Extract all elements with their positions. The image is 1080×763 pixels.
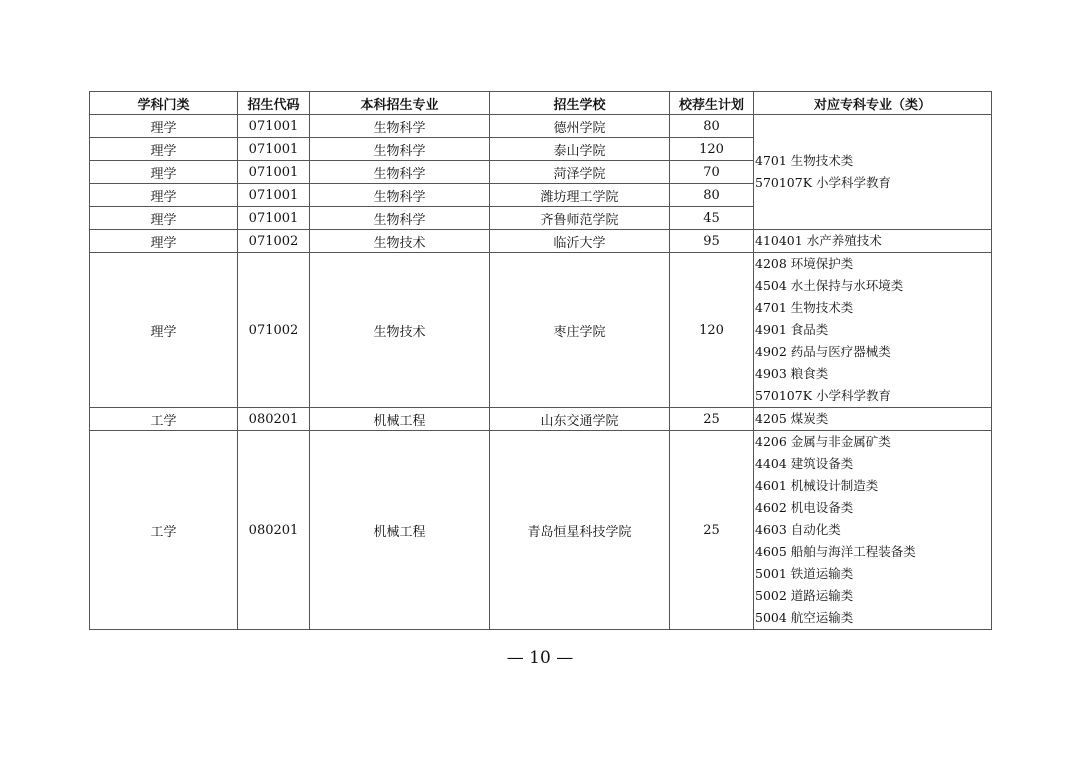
cell-plan: 80 (670, 184, 754, 207)
specialty-item: 4208 环境保护类 (755, 256, 854, 271)
cell-major: 机械工程 (310, 408, 490, 431)
cell-major: 生物科学 (310, 115, 490, 138)
specialty-item: 570107K 小学科学教育 (755, 175, 892, 190)
specialty-item: 410401 水产养殖技术 (755, 233, 882, 248)
cell-specialty (754, 253, 992, 408)
cell-plan: 120 (670, 253, 754, 408)
cell-school: 泰山学院 (490, 138, 670, 161)
specialty-item: 4601 机械设计制造类 (755, 478, 879, 493)
cell-school: 青岛恒星科技学院 (490, 431, 670, 630)
cell-plan: 120 (670, 138, 754, 161)
page-number: — 10 — (506, 648, 574, 668)
cell-category: 理学 (90, 207, 238, 230)
cell-school: 潍坊理工学院 (490, 184, 670, 207)
cell-code: 071001 (238, 207, 310, 230)
specialty-item: 570107K 小学科学教育 (755, 388, 892, 403)
cell-category: 理学 (90, 253, 238, 408)
cell-school: 德州学院 (490, 115, 670, 138)
table-row (90, 115, 992, 138)
cell-code: 080201 (238, 408, 310, 431)
cell-code: 071001 (238, 161, 310, 184)
table-row (90, 431, 992, 630)
specialty-item: 4901 食品类 (755, 322, 829, 337)
cell-code: 080201 (238, 431, 310, 630)
table-row (90, 253, 992, 408)
header-code: 招生代码 (238, 92, 310, 115)
cell-category: 工学 (90, 431, 238, 630)
cell-category: 理学 (90, 115, 238, 138)
cell-code: 071001 (238, 115, 310, 138)
header-plan: 校荐生计划 (670, 92, 754, 115)
cell-category: 理学 (90, 161, 238, 184)
table-row (90, 230, 992, 253)
specialty-item: 4602 机电设备类 (755, 500, 854, 515)
cell-major: 生物科学 (310, 138, 490, 161)
cell-school: 菏泽学院 (490, 161, 670, 184)
cell-major: 生物技术 (310, 230, 490, 253)
cell-plan: 25 (670, 431, 754, 630)
specialty-item: 4902 药品与医疗器械类 (755, 344, 891, 359)
cell-major: 生物科学 (310, 184, 490, 207)
cell-plan: 25 (670, 408, 754, 431)
cell-major: 生物科学 (310, 161, 490, 184)
cell-plan: 95 (670, 230, 754, 253)
specialty-item: 4404 建筑设备类 (755, 456, 854, 471)
specialty-item: 4701 生物技术类 (755, 300, 854, 315)
specialty-item: 5004 航空运输类 (755, 610, 854, 625)
cell-major: 生物科学 (310, 207, 490, 230)
cell-major: 机械工程 (310, 431, 490, 630)
cell-category: 工学 (90, 408, 238, 431)
cell-plan: 70 (670, 161, 754, 184)
cell-category: 理学 (90, 184, 238, 207)
cell-code: 071001 (238, 138, 310, 161)
specialty-item: 4603 自动化类 (755, 522, 841, 537)
specialty-item: 5002 道路运输类 (755, 588, 854, 603)
specialty-item: 4205 煤炭类 (755, 411, 829, 426)
header-category: 学科门类 (90, 92, 238, 115)
cell-code: 071002 (238, 253, 310, 408)
specialty-item: 5001 铁道运输类 (755, 566, 854, 581)
cell-code: 071002 (238, 230, 310, 253)
cell-school: 山东交通学院 (490, 408, 670, 431)
cell-specialty (754, 230, 992, 253)
specialty-item: 4903 粮食类 (755, 366, 829, 381)
cell-plan: 80 (670, 115, 754, 138)
cell-plan: 45 (670, 207, 754, 230)
admission-table (89, 91, 992, 630)
cell-school: 枣庄学院 (490, 253, 670, 408)
table-header-row (90, 92, 992, 115)
specialty-item: 4504 水土保持与水环境类 (755, 278, 904, 293)
cell-major: 生物技术 (310, 253, 490, 408)
specialty-item: 4701 生物技术类 (755, 153, 854, 168)
header-school: 招生学校 (490, 92, 670, 115)
cell-school: 临沂大学 (490, 230, 670, 253)
cell-specialty-group (754, 115, 992, 230)
cell-specialty (754, 408, 992, 431)
specialty-item: 4206 金属与非金属矿类 (755, 434, 891, 449)
cell-category: 理学 (90, 138, 238, 161)
cell-school: 齐鲁师范学院 (490, 207, 670, 230)
header-specialty: 对应专科专业（类） (754, 92, 992, 115)
table-row (90, 408, 992, 431)
cell-category: 理学 (90, 230, 238, 253)
cell-code: 071001 (238, 184, 310, 207)
cell-specialty (754, 431, 992, 630)
header-major: 本科招生专业 (310, 92, 490, 115)
specialty-item: 4605 船舶与海洋工程装备类 (755, 544, 916, 559)
